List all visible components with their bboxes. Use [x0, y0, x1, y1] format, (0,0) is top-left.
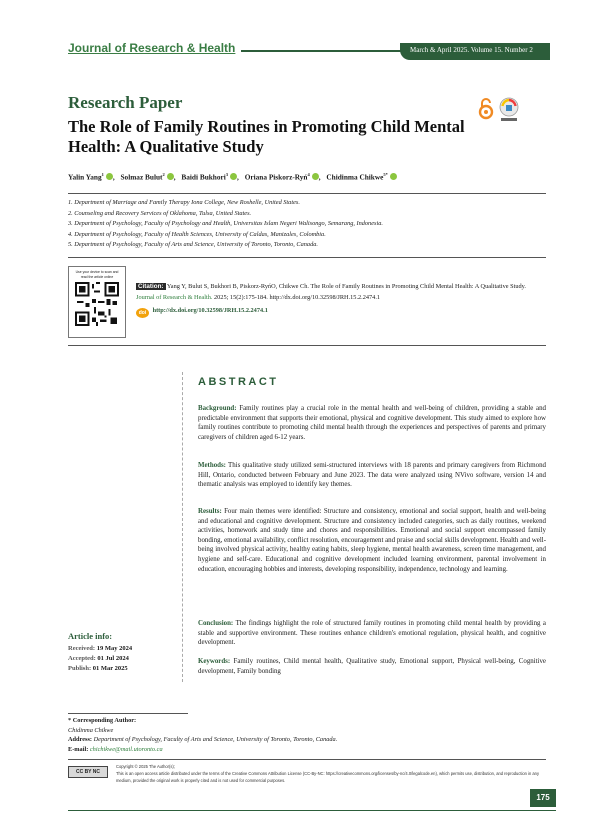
- author: Chidinma Chikwe$^{5*}$: [326, 172, 396, 181]
- affiliation: 3. Department of Psychology, Faculty of Psychology and Health, Universitas Islam Negeri Walisongo, Semarang, Indonesia.: [68, 220, 383, 227]
- abstract-keywords: Keywords: Family routines, Child mental health, Qualitative study, Emotional support, Physical well-being, Cognitive development, Family bonding: [198, 658, 546, 675]
- divider: [68, 759, 546, 760]
- author: Yalin Yang$^1$ ,: [68, 172, 115, 182]
- citation-label: Citation:: [138, 283, 164, 290]
- cc-license-icon[interactable]: CC BY NC: [68, 766, 108, 778]
- orcid-icon[interactable]: [167, 173, 174, 180]
- abstract-results: Results: Four main themes were identified: Structure and consistency, emotional and social support, health and well-being and educational and cognitive development. Structure and consistency included categories, such as daily routines, weekend activities, homework and study time and chores and responsibilities. Emotional and social support encompassed family bonding, emotional availability, conflict resolution, encouragement and praise and social skills development. Health and well-being involved physical activity, healthy eating habits, sleep hygiene, mental health awareness, screen time management, and hygiene and self-care. Educational and cognitive development included learning environment, parental involvement in education, encouraging hobbies and interests, developing responsibility, independence, technology and learning.: [198, 508, 546, 573]
- license-body: This is an open access article distributed under the terms of the Creative Commons Attribution License (CC-By-NC: https://creativecommons.org/licenses/by-nc/4.0/legalcode.en), which permits use, distribution, and reproduction in any medium, provided the original work is properly cited and is not used for commercial purposes.: [116, 770, 539, 783]
- corresponding-label: * Corresponding Author:: [68, 717, 137, 724]
- orcid-icon[interactable]: [390, 173, 397, 180]
- publish-date: Publish: 01 Mar 2025: [68, 665, 128, 672]
- article-info-title: Article info:: [68, 631, 113, 641]
- abstract-conclusion: Conclusion: The findings highlight the role of structured family routines in promoting child mental health by providing a stable and supportive environment. These routines enhance children's emotional regulation, physical health, and cognitive development.: [198, 620, 546, 647]
- accepted-date: Accepted: 01 Jul 2024: [68, 655, 129, 662]
- doi-line: [136, 307, 268, 318]
- license-text: [116, 764, 546, 784]
- author: Oriana Piskorz-Ryń$^4$ ,: [244, 172, 321, 182]
- citation-rest: 2025; 15(2):175-184. http://dx.doi.org/10.32598/JRH.15.2.2474.1: [214, 293, 381, 301]
- journal-name[interactable]: Journal of Research & Health: [68, 41, 241, 55]
- orcid-icon[interactable]: [230, 173, 237, 180]
- affiliation: 2. Counseling and Recovery Services of Oklahoma, Tulsa, United States.: [68, 209, 252, 217]
- paper-title: The Role of Family Routines in Promoting Child Mental Health: A Qualitative Study: [68, 117, 465, 156]
- corresponding-name: Chidinma Chikwe: [68, 726, 114, 734]
- citation: [136, 282, 546, 303]
- page-number: 175: [530, 789, 556, 807]
- orcid-icon[interactable]: [106, 173, 113, 180]
- citation-text: Yang Y, Bulut S, Bukhori B, Piskorz-RyńO, Chikwe Ch. The Role of Family Routines in Promoting Child Mental Health: A Qualitative Study.: [166, 283, 526, 290]
- qr-panel: [68, 266, 126, 338]
- doi-icon: doi: [136, 308, 149, 318]
- qr-caption: Use your device to scan and read the article online: [75, 270, 119, 279]
- abstract-methods: Methods: This qualitative study utilized semi-structured interviews with 18 parents and primary caregivers from Richmond Hill, Ontario, conducted between February and June 2023. The data were analyzed using NVivo software, version 14 and thematic analysis was employed to identify key themes.: [198, 462, 546, 489]
- divider: [68, 193, 546, 194]
- author: Solmaz Bulut$^2$ ,: [120, 172, 176, 182]
- footnote-rule: [68, 713, 188, 714]
- author: Baidi Bukhori$^3$ ,: [181, 172, 239, 182]
- qr-code-icon[interactable]: [75, 282, 119, 326]
- abstract-border: [182, 372, 183, 682]
- affiliation: 4. Department of Psychology, Faculty of Health Sciences, University of Caldas, Manizales, Colombia.: [68, 230, 326, 238]
- doi-link[interactable]: http://dx.doi.org/10.32598/JRH.15.2.2474.1: [152, 307, 268, 314]
- divider: [68, 257, 546, 258]
- article-info: [68, 631, 132, 674]
- affiliation: 5. Department of Psychology, Faculty of Arts and Science, University of Toronto, Toronto, Canada.: [68, 241, 318, 248]
- received-date: Received: 19 May 2024: [68, 645, 133, 652]
- crossmark-icon[interactable]: [498, 97, 520, 123]
- divider: [68, 345, 546, 346]
- open-access-icon[interactable]: [478, 98, 494, 120]
- corresponding-email[interactable]: chichikwe@mail.utoronto.ca: [89, 745, 163, 753]
- bottom-rule: [68, 810, 556, 811]
- affiliation-list: [68, 198, 548, 251]
- paper-type: Research Paper: [68, 93, 183, 112]
- citation-journal[interactable]: Journal of Research & Health.: [136, 293, 213, 301]
- corresponding-address: Department of Psychology, Faculty of Arts and Science, University of Toronto, Toronto, Canada.: [93, 736, 338, 743]
- abstract-background: Background: Family routines play a crucial role in the mental health and well-being of children, providing a stable and predictable environment that supports their emotional, physical and cognitive development. This study aimed to explore how family routines contribute to promoting child mental health through the experiences and perspectives of parents and primary caregivers of children aged 6-12 years.: [198, 405, 546, 441]
- author-list: [68, 172, 401, 181]
- abstract-heading: ABSTRACT: [198, 376, 279, 388]
- copyright: Copyright © 2025 The Author(s);: [116, 764, 175, 769]
- orcid-icon[interactable]: [312, 173, 319, 180]
- issue-info: March & April 2025. Volume 15. Number 2: [410, 46, 533, 54]
- corresponding-author: * Corresponding Author: Chidinma Chikwe Address: Department of Psychology, Faculty of Arts and Science, University of Toronto, Toronto, Canada. E-mail: chichikwe@mail.utoronto.ca: [68, 717, 338, 753]
- affiliation: 1. Department of Marriage and Family Therapy Iona College, New Roshelle, United States.: [68, 199, 300, 206]
